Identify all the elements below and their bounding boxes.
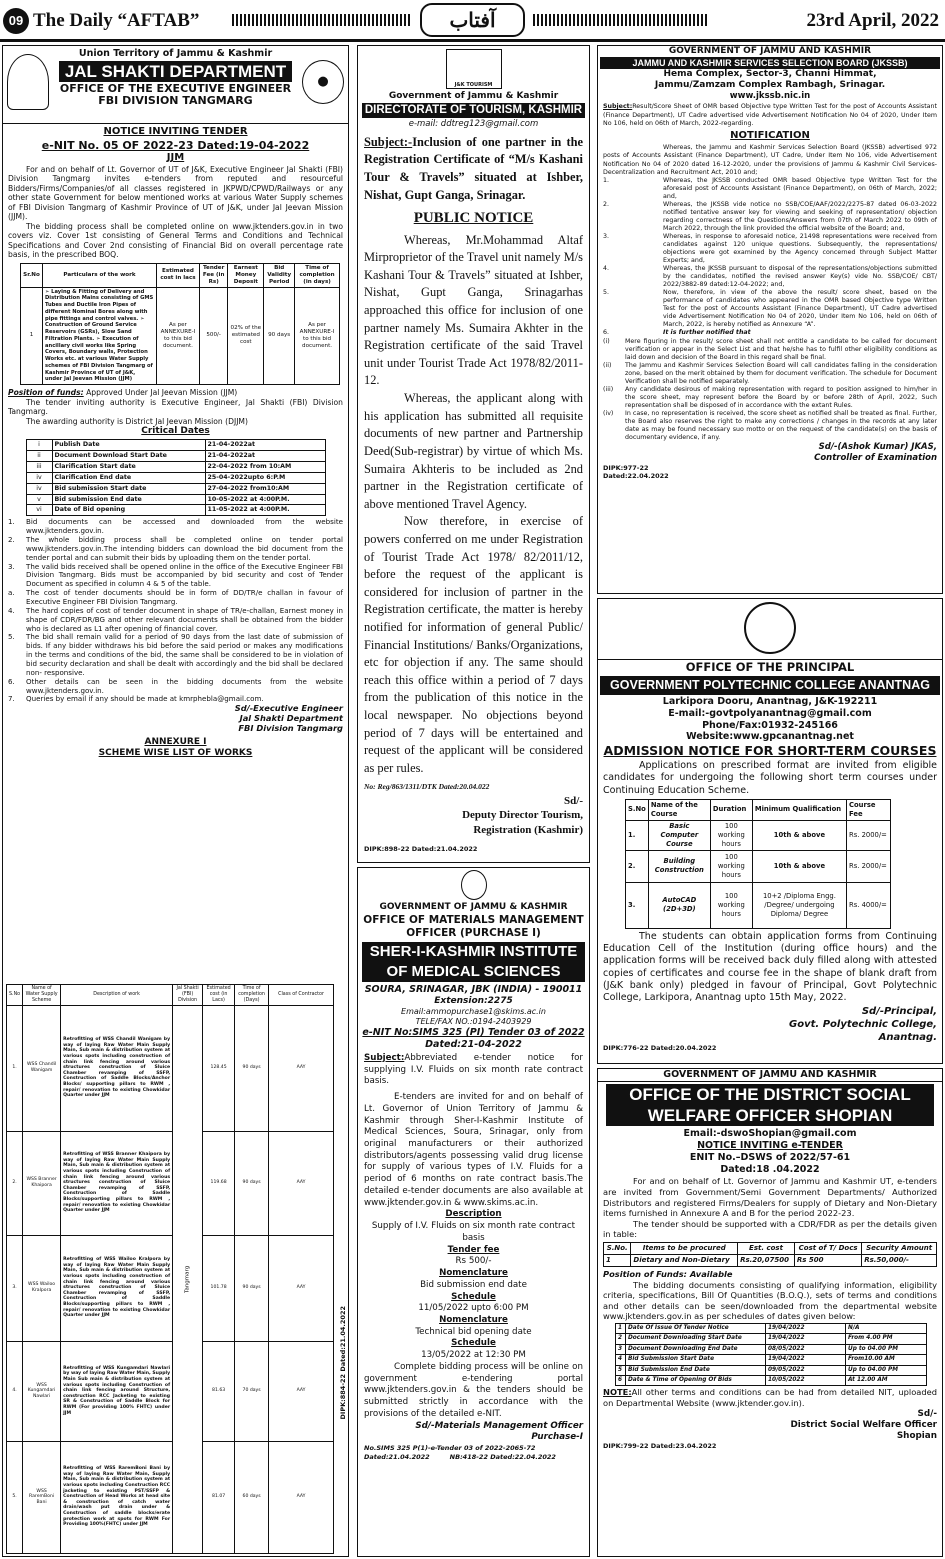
- sw-note: All other terms and conditions can be had from detailed NIT, uploaded on Departmental Website (www.jktender.gov.in).: [603, 1387, 937, 1409]
- jk-emblem-icon: [7, 54, 49, 110]
- table-row: 5 Bid Submission End Date 09/05/2022 Up to 04.00 PM: [616, 1365, 927, 1375]
- newspaper-name: The Daily “AFTAB”: [33, 10, 200, 31]
- critical-dates-table: [26, 439, 326, 516]
- sw-dipk: DIPK:799-22 Dated:23.04.2022: [603, 1442, 717, 1451]
- jjm-label: JJM: [166, 152, 185, 164]
- jk-tourism-logo-icon: J&K TOURISM: [446, 49, 502, 89]
- table-row: i Publish Date 21-04-2022at: [26, 440, 325, 451]
- poly-email: E-mail:-govtpolyanantnag@gmail.com: [668, 707, 872, 719]
- skims-ref: No.SIMS 325 P(1)-e-Tender 03 of 2022-2065-72: [364, 1444, 536, 1453]
- social-welfare-notice: GOVERNMENT OF JAMMU AND KASHMIR OFFICE OF THE DISTRICT SOCIAL WELFARE OFFICER SHOPIAN Email:-dswoShopian@gmail.com NOTICE INVITING e-TENDER ENIT No.–DSWS of 2022/57-61 Dated:18 .04.2022 For and on behalf of Lt. Governor of Jammu and Kashmir UT, e-tenders are invited from Government/Semi Government Departments/ Authorized Distributors and registered Firms/Dealers for supply of Dietary and Non-Dietary items furnished in Annexure A and B for the period 2022-23. The tender should be supported with a CDR/FDR as per the details given in table: S.No. Items to be procured Est. cost Cost of T/ Docs Security Amount 1 Dietary and Non-Dietary Rs.20,07500 Rs 500 Rs.50,000/- Position of Funds: Available The bidding documents consisting of qualifying information, eligibility criteria, specifications, Bill Of Quantities (B.O.Q.), sets of terms and conditions and other details can be seen/downloaded from the departmental website www.jktenders.gov.in as per schedules of dates given below: 1 Date Of Issue Of Tender Notice 19/04/2022 N/A 2 Document Downloading Start Date 19/04/2022 From 4.00 PM 3 Document Downloading End Date 08/05/2022 Up to 04.00 PM 4 Bid Submission Start Date 19/04/2022 From10.00 AM 5 Bid Submission End Date 09/05/2022 Up to 04.00 PM 6 Date & Time of Opening Of Bids 10/05/2022 At 12.00 AM NOTE:All other terms and conditions can be had from detailed NIT, uploaded on Departmental Website (www.jktender.gov.in). Sd/- District Social Welfare Officer Shopian DIPK:799-22 Dated:23.04.2022: [597, 1068, 943, 1557]
- skims-address: SOURA, SRINAGAR, JBK (INDIA) - 190011: [364, 983, 583, 995]
- annexure-title: ANNEXURE I: [144, 737, 207, 748]
- jkssb-notice: GOVERNMENT OF JAMMU AND KASHMIR JAMMU AND KASHMIR SERVICES SELECTION BOARD (JKSSB) Hema Complex, Sector-3, Channi Himmat, Jammu/Zamzam Complex Rambagh, Srinagar. www.jkssb.nic.in Subject:Result/Score Sheet of OMR based Objective type Written Test for the post of Accounts Assistant (Finance Department), UT Cadre advertised vide Advertisement Notification No 04 of 2020, Under Item No 106, held on 06th of March, 2022-regarding. NOTIFICATION Whereas, the Jammu and Kashmir Services Selection Board (JKSSB) advertised 972 posts of Accounts Assistant (Finance Department), UT Cadre, Under Item No 106, vide Advertisement Notification No 04 of 2020 dated 16-12-2020, under the provisions of Jammu & Kashmir Civil Services-Decentralization and Recruitment Act, 2010 and; 1. Whereas, the JKSSB conducted OMR based Objective type Written Test for the aforesaid post of Accounts Assistant (Finance Department), on 06th of March, 2022; and, 2. Whereas, the JKSSB vide notice no SSB/COE/AAF/2022/2275-87 dated 06-03-2022 notified tentative answer key for viewing and seeking of representation/ objection regarding correctness of the Questions/Answers from 07th of March 2022 to 09th of March 2022, through the link provided the official website of the Board; and, 3. Whereas, in response to aforesaid notice, 21498 representations were received from candidates against 120 unique questions. Subsequently, the representations/ objections were got examined by the Agency concerned through Subject Matter Experts; and, 4. Whereas, the JKSSB pursuant to disposal of the representations/objections submitted by the candidates, notified the revised answer Key(s) vide No. SSB/COE/ CBT/ 2022/3882-89 dated:12-04-2022; and, 5. Now, therefore, in view of the above the result/ score sheet, based on the performance of candidates who appeared in the OMR based Objective type Written Test for the post of Accounts Assistant (Finance Department), UT Cadre advertised vide Advertisement Notification No 04 of 2020, Under Item No 106, held on 06th of March, 2022, is hereby notified as Annexure “A”. 6. It is further notified that (i) Mere figuring in the result/ score sheet shall not entitle a candidate to be called for document verification or appear in the Select List and that he/she has to fulfil other eligibility conditions as laid down and decision of the Board in this regard shall be final. (ii) The Jammu and Kashmir Services Selection Board will call candidates falling in the consideration zone, based on the merit obtained by them for document verification. The schedule for Document Verification shall be notified separately. (iii) Any candidate desirous of making representation with regard to position assigned to him/her in the score sheet, may represent before the Board by or before 28th of April, 2022, Such representation shall be disposed of in accordance with the extant Rules. (iv) In case, no representation is received, the score sheet as notified shall be treated as final. Further, the Board also reserves the right to make any corrections / changes in the records at any later date as may be found necessary suo motto or on the request of the candidate(s) on the basis of documentary evidence, if any. Sd/-(Ashok Kumar) JKAS, Controller of Examination DIPK:977-22 Dated:22.04.2022: [597, 45, 943, 594]
- funds-value: Approved Under Jal Jeevan Mission (JJM): [86, 388, 238, 398]
- jkssb-para-4: Whereas, in response to aforesaid notice, 21498 representations were received from candidates against 120 unique questions. Subsequently, the representations/ objections were got examined by the Agency concerned through Subject Matter Experts; and,: [663, 232, 937, 265]
- skims-office: OFFICE OF MATERIALS MANAGEMENT OFFICER (PURCHASE I): [363, 913, 584, 939]
- jkssb-para-2: Whereas, the JKSSB conducted OMR based Objective type Written Test for the aforesaid post of Accounts Assistant (Finance Department), on 06th of March, 2022; and,: [663, 176, 937, 200]
- skims-subject-label: Subject:: [364, 1052, 405, 1063]
- jal-dipk: DIPK:884-22 Dated:21.04.2022: [338, 1306, 347, 1420]
- poly-website: Website:www.gpcanantnag.net: [686, 731, 854, 743]
- poly-office: OFFICE OF THE PRINCIPAL: [598, 659, 942, 674]
- jal-tender-table: Sr.No Particulars of the work Estimated cost in lacs Tender Fee (in Rs) Earnest Money Deposit Bid Validity Period Time of completion (in days) 1 ➢ Laying & Fitting of Delivery and Distribution Mains consisting of GMS Tubes and Ductile Iron Pipes of different Nominal Bores along with pipe fittings and control valves. ➢ Construction of Ground Service Reservoirs (GSRs), Slow Sand Filtration Plants. ➢ Execution of ancillary civil works like Spring Covers, Boundary walls, Protection Works etc. at various Water Supply schemes of FBI Division Tangmarg of Kashmir Province of UT of J&K, under Jal Jeevan Mission (JJM) As per ANNEXURE-I to this bid document. 500/- 02% of the estimated cost 90 days As per ANNEXURE-I to this bid document.: [20, 263, 340, 385]
- table-row: 1 Dietary and Non-Dietary Rs.20,07500 Rs 500 Rs.50,000/-: [604, 1254, 937, 1266]
- sw-dated: Dated:18 .04.2022: [720, 1163, 820, 1175]
- nit-heading: NOTICE INVITING TENDER: [103, 126, 248, 137]
- poly-address: Larkipora Dooru, Anantnag, J&K-192211: [662, 695, 878, 707]
- table-row: 2 Document Downloading Start Date 19/04/2022 From 4.00 PM: [616, 1334, 927, 1344]
- jkssb-website: www.jkssb.nic.in: [729, 90, 811, 101]
- skims-email: Email:ammopurchase1@skims.ac.in: [401, 1007, 546, 1017]
- poly-college: GOVERNMENT POLYTECHNIC COLLEGE ANANTNAG: [600, 676, 940, 695]
- annexure-table: S.No Name of Water Supply Scheme Description of work Jal Shakti (FBI) Division Estimated cost (in Lacs) Time of completion (Days) Class of Contractor 1. WSS Chandil Wanigam Retrofitting of WSS Chandil Wanigam by way of laying Raw Water Main Supply Main, Sub main & distribution system at various spots including construction of chain link fencing around various structures construction of Sluice Chamber revamping of SSFP, Construction of Saddle Blocks/Anchor Blocks/ supporting pillars to RWM , repair/ renovation to existing Chowkidar Quarter under JJM Tangmarg 128.45 90 days AAY 2. WSS Branner Khaipora Retrofitting of WSS Branner Khaipora by way of laying Raw Water Main Supply Main, Sub main & distribution system at various spots including Construction of chain link fencing around various structures construction of Sluice Chamber revamping of SSFP, Construction of Saddle Blocks/supporting pillars to RWM , repair/ renovation to existing Chowkidar Quarter under JJM 119.68 90 days AAY 3. WSS Wailoo Kralpora Retrofitting of WSS Wailoo Kralpora by way of laying Raw Water Main Supply Main, Sub main & distribution system at various spots including construction of chain link fencing around various structures construction of Sluice Chamber revamping of SSFP, Construction of Saddle Blocks/supporting pillars to RWM , repair/ renovation to existing Chowkidar Quarter under JJM 101.78 90 days AAY 4. WSS Kungamdari Nawlari Retrofitting of WSS Kungamdari Nawlari by way of laying Raw Water Main, Supply Main Sub main & distribution system at various spots including Construction of chain link fencing around Structure, construction RCC Jacketing to existing SR & Construction of Saddle Block for RWM (For providing 100% FHTC) under JJM 81.63 70 days AAY 5. WSS RaremBoni Bani Retrofitting of WSS RaremBoni Bani by way of laying Raw Water Main, Supply Main, Sub main & distribution system at various spots including Construction RCC jacketing to existing PST/SSFP & Construction of Head Works at head site & construction of catch water drain/wash put drain under & Construction of saddle blocks/erate protection work at spots for RWM For Providing 100%(FHTC) under JJM 81.07 60 days AAY: [6, 984, 334, 1554]
- skims-description: Supply of I.V. Fluids on six month rate contract basis: [371, 1221, 576, 1243]
- funds-label: Position of funds:: [8, 388, 84, 398]
- table-row: 2. Building Construction 100 working hours 10th & above Rs. 2000/=: [626, 850, 891, 882]
- tourism-ref: No: Reg/863/1311/DTK Dated:20.04.022: [364, 781, 490, 791]
- enit-number: e-NIT No. 05 OF 2022-23 Dated:19-04-2022: [41, 138, 310, 152]
- skims-nb: NB:418-22 Dated:22.04.2022: [449, 1452, 556, 1461]
- jkssb-govt: GOVERNMENT OF JAMMU AND KASHMIR: [668, 46, 872, 56]
- ut-heading: Union Territory of Jammu & Kashmir: [78, 48, 273, 59]
- table-row: 1. Basic Computer Course 100 working hours 10th & above Rs. 2000/=: [626, 820, 891, 850]
- jkssb-subject: Result/Score Sheet of OMR based Objective type Written Test for the post of Accounts Assistant (Finance Department), UT Cadre advertised vide Advertisement Notification No 04 of 2020, Under Item No 106, held on 06th of March, 2022-regarding.: [603, 103, 937, 127]
- sw-para-3: The bidding documents consisting of qualifying information, eligibility criteria, specifications, Bill Of Quantities (B.O.Q.), sets of terms and conditions and other details can be seen/downloaded from the departmental website www.jktenders.gov.in as per schedules of dates given below:: [603, 1279, 937, 1322]
- admission-title: ADMISSION NOTICE FOR SHORT-TERM COURSES: [603, 743, 937, 759]
- sw-enit: ENIT No.–DSWS of 2022/57-61: [689, 1151, 851, 1163]
- table-row: iv Bid submission Start date 27-04-2022 from10:AM: [26, 483, 325, 494]
- tourism-para-1: Whereas, Mr.Mohammad Altaf Mirproprietor of the Travel unit namely M/s Kashani Tour & Travels” situated at Ishber, Nishat, Gupt Ganga, Srinagarhas approached this office for inclusion of one partner namely Ms. Sumaira Akhter in the Registration certificate of the said Travel unit under Tourist Trade Act 1978/82/2011-12.: [364, 232, 583, 388]
- skims-tel: TELE/FAX NO.:0194-2403929: [415, 1017, 532, 1027]
- skims-signature: Sd/-Materials Management Officer Purchase-I: [415, 1420, 583, 1443]
- skims-submission-date: 11/05/2022 upto 6:00 PM: [418, 1303, 529, 1314]
- jkssb-signature: Sd/-(Ashok Kumar) JKAS, Controller of Examination: [814, 442, 937, 464]
- jkssb-address: Hema Complex, Sector-3, Channi Himmat, Jammu/Zamzam Complex Rambagh, Srinagar.: [654, 69, 886, 91]
- jal-signature: Sd/-Executive Engineer Jal Shakti Department FBI Division Tangmarg: [234, 703, 343, 734]
- newspaper-logo: آفتاب: [420, 3, 525, 37]
- issue-date: 23rd April, 2022: [806, 10, 939, 31]
- sw-dates-table: [615, 1323, 927, 1386]
- tourism-notice: [357, 45, 590, 863]
- table-row: iv Clarification End date 25-04-2022upto 6:P.M: [26, 472, 325, 483]
- annexure-subtitle: SCHEME WISE LIST OF WORKS: [98, 748, 253, 759]
- sw-para-1: For and on behalf of Lt. Governor of Jammu and Kashmir UT, e-tenders are invited from Government/Semi Government Departments/ Authorized Distributors and registered Firms/Dealers for supply of Dietary and Non-Dietary items furnished in Annexure A and B for the period 2022-23.: [603, 1176, 937, 1219]
- jal-shakti-notice: [2, 45, 349, 1557]
- skims-tender-fee: Rs 500/-: [455, 1256, 492, 1267]
- table-row: 5. WSS RaremBoni Bani Retrofitting of WSS RaremBoni Bani by way of laying Raw Water Main, Supply Main, Sub main & distribution system at various spots including Construction RCC jacketing to existing PST/SSFP & Construction of Head Works at head site & construction of catch water drain/wash put drain under & Construction of saddle blocks/erate protection work at spots for RWM For Providing 100%(FHTC) under JJM 81.07 60 days AAY: [7, 1441, 334, 1553]
- sw-funds: Position of Funds: Available: [603, 1268, 733, 1279]
- skims-notice: GOVERNMENT OF JAMMU & KASHMIR OFFICE OF MATERIALS MANAGEMENT OFFICER (PURCHASE I) SHER-I-KASHMIR INSTITUTE OF MEDICAL SCIENCES SOURA, SRINAGAR, JBK (INDIA) - 190011 Extension:2275 Email:ammopurchase1@skims.ac.in TELE/FAX NO.:0194-2403929 e-NIT No:SIMS 325 (PI) Tender 03 of 2022 Dated:21-04-2022 Subject:Abbreviated e-tender notice for supplying I.V. Fluids on six month rate contract basis. E-tenders are invited for and on behalf of Lt. Governor of Union Territory of Jammu & Kashmir through Sher-I-Kashmir Institute of Medical Sciences, Soura, Srinagar, only from original manufacturers or their authorized distributors/agents possessing valid drug license for supply of various types of I.V. Fluids for a period of 6 months on rate contract basis.The detailed e-tender documents are also available at www.jktender.gov.in & www.skims.ac.in. Description Supply of I.V. Fluids on six month rate contract basis Tender fee Rs 500/- Nomenclature Bid submission end date Schedule 11/05/2022 upto 6:00 PM Nomenclature Technical bid opening date Schedule 13/05/2022 at 12:30 PM Complete bidding process will be online on government e-tendering portal www.jktenders.gov.in & the tenders should be submitted strictly in accordance with the provisions of the detailed e-NIT. Sd/-Materials Management Officer Purchase-I No.SIMS 325 P(1)-e-Tender 03 of 2022-2065-72 Dated:21.04.2022 NB:418-22 Dated:22.04.2022: [357, 867, 590, 1557]
- table-row: iii Clarification Start date 22-04-2022 from 10:AM: [26, 461, 325, 472]
- poly-signature: Sd/-Principal, Govt. Polytechnic College, Anantnag.: [789, 1005, 937, 1043]
- page-number: 09: [3, 8, 29, 34]
- table-row: 1. WSS Chandil Wanigam Retrofitting of WSS Chandil Wanigam by way of laying Raw Water Main Supply Main, Sub main & distribution system at various spots including construction of chain link fencing around various structures construction of Sluice Chamber revamping of SSFP, Construction of Saddle Blocks/Anchor Blocks/ supporting pillars to RWM , repair/ renovation to existing Chowkidar Quarter under JJM Tangmarg 128.45 90 days AAY: [7, 1005, 334, 1131]
- poly-para-1: Applications on prescribed format are invited from eligible candidates for undergoing the following short term courses under Continuing Education Scheme.: [603, 759, 937, 796]
- skims-para-1: E-tenders are invited for and on behalf of Lt. Governor of Union Territory of Jammu & Kashmir through Sher-I-Kashmir Institute of Medical Sciences, Soura, Srinagar, only from original manufacturers or their authorized distributors/agents possessing valid drug license for supply of various types of I.V. Fluids for a period of 6 months on rate contract basis.The detailed e-tender documents are also available at www.jktender.gov.in & www.skims.ac.in.: [364, 1092, 583, 1208]
- sw-signature: Sd/- District Social Welfare Officer Shopian: [790, 1408, 937, 1442]
- sw-govt: GOVERNMENT OF JAMMU AND KASHMIR: [598, 1069, 942, 1082]
- skims-institute: SHER-I-KASHMIR INSTITUTE OF MEDICAL SCIENCES: [362, 942, 585, 982]
- table-row: 3. AutoCAD (2D+3D) 100 working hours 10+2 /Diploma Engg. /Degree/ undergoing Diploma/ Degree Rs. 4000/=: [626, 882, 891, 928]
- table-row: 3 Document Downloading End Date 08/05/2022 Up to 04.00 PM: [616, 1344, 927, 1354]
- sw-email: Email:-dswoShopian@gmail.com: [683, 1127, 857, 1139]
- table-row: ii Document Download Start Date 21-04-2022at: [26, 451, 325, 462]
- table-row: 4 Bid Submission Start Date 19/04/2022 From10.00 AM: [616, 1355, 927, 1365]
- polytechnic-notice: [597, 598, 943, 1064]
- jal-para-3: The tender inviting authority is Executive Engineer, Jal Shakti (FBI) Division Tangmarg.: [8, 397, 343, 417]
- table-row: vi Date of Bid opening 11-05-2022 at 4:00P.M.: [26, 505, 325, 516]
- sw-nit: NOTICE INVITING e-TENDER: [697, 1139, 843, 1151]
- tourism-dipk: DIPK:898-22 Dated:21.04.2022: [364, 845, 478, 854]
- tourism-govt: Government of Jammu & Kashmir: [388, 91, 559, 101]
- skims-subject: Abbreviated e-tender notice for supplying I.V. Fluids on six month rate contract basis.: [364, 1052, 583, 1087]
- skims-extension: Extension:2275: [434, 995, 513, 1006]
- critical-dates-title: Critical Dates: [141, 425, 210, 436]
- skims-enit: e-NIT No:SIMS 325 (PI) Tender 03 of 2022: [362, 1027, 585, 1039]
- sw-office: OFFICE OF THE DISTRICT SOCIAL WELFARE OFFICER SHOPIAN: [606, 1084, 934, 1126]
- poly-para-2: The students can obtain application forms from Continuing Education Cell of the Institution (during office hours) and the application forms will be received back duly filled along with attested copies of certificates and course fee in the shape of blank draft from (J&K bank only) pledged in favour of Principal, Govt Polytechnic College, Larkipora, Anantnag upto 15th May, 2022.: [603, 930, 937, 1004]
- jal-para-2: The bidding process shall be completed online on www.jktenders.gov.in in two covers viz. Cover 1st consisting of General Terms and Conditions and Technical Specifications and Cover 2nd consisting of Financial Bid on overall percentage rate basis, in the prescribed BOQ.: [8, 221, 343, 260]
- jkssb-dipk: DIPK:977-22 Dated:22.04.2022: [603, 463, 669, 481]
- jkssb-para-1: Whereas, the Jammu and Kashmir Services Selection Board (JKSSB) advertised 972 posts of Accounts Assistant (Finance Department), UT Cadre, Under Item No 106, vide Advertisement Notification No 04 of 2020 dated 16-12-2020, under the provisions of Jammu & Kashmir Civil Services-Decentralization and Recruitment Act, 2010 and;: [603, 144, 937, 176]
- jal-para-4: The awarding authority is District Jal Jeevan Mission (DJJM): [26, 416, 248, 426]
- tourism-subject: Inclusion of one partner in the Registration Certificate of “M/s Kashani Tour & Travels” situated at Ishber, Nishat, Gupt Ganga, Srinagar.: [364, 134, 583, 202]
- table-row: 1 Date Of Issue Of Tender Notice 19/04/2022 N/A: [616, 1323, 927, 1333]
- table-row: 4. WSS Kungamdari Nawlari Retrofitting of WSS Kungamdari Nawlari by way of laying Raw Water Main, Supply Main Sub main & distribution system at various spots including Construction of chain link fencing around Structure, construction RCC Jacketing to existing SR & Construction of Saddle Block for RWM (For providing 100% FHTC) under JJM 81.63 70 days AAY: [7, 1341, 334, 1441]
- public-notice-title: PUBLIC NOTICE: [413, 210, 534, 227]
- jkssb-para-3: Whereas, the JKSSB vide notice no SSB/COE/AAF/2022/2275-87 dated 06-03-2022 notified tentative answer key for viewing and seeking of representation/ objection regarding correctness of the Questions/Answers from 07th of March 2022 to 09th of March 2022, through the link provided the official website of the Board; and,: [663, 200, 937, 232]
- table-row: 1 ➢ Laying & Fitting of Delivery and Distribution Mains consisting of GMS Tubes and Ductile Iron Pipes of different Nominal Bores along with pipe fittings and control valves. ➢ Construction of Ground Service Reservoirs (GSRs), Slow Sand Filtration Plants. ➢ Execution of ancillary civil works like Spring Covers, Boundary walls, Protection Works etc. at various Water Supply schemes of FBI Division Tangmarg of Kashmir Province of UT of J&K, under Jal Jeevan Mission (JJM) As per ANNEXURE-I to this bid document. 500/- 02% of the estimated cost 90 days As per ANNEXURE-I to this bid document.: [21, 287, 340, 385]
- sw-cost-table: S.No. Items to be procured Est. cost Cost of T/ Docs Security Amount 1 Dietary and Non-Dietary Rs.20,07500 Rs 500 Rs.50,000/-: [603, 1242, 937, 1267]
- masthead-rule-right: [533, 14, 708, 26]
- poly-phone: Phone/Fax:01932-245166: [702, 719, 838, 731]
- poly-dipk: DIPK:776-22 Dated:20.04.2022: [603, 1043, 717, 1052]
- jal-conditions-list: 1. Bid documents can be accessed and downloaded from the website www.jktenders.gov.in. 2. The whole bidding process shall be completed online on tender portal www.jktenders.gov.in.The intending bidders can download the bid document from the tender portal and can submit their bids by uploading them on the tender portal. 3. The valid bids received shall be opened online in the office of the Executive Engineer FBI Division Tangmarg. Bids must be accompanied by bid security and cost of Tender Document as specified in column 4 & 5 of the table. a. The cost of tender documents should be in form of DD/TR/e challan in favour of Executive Engineer FBI Division Tangmarg. 4. The hard copies of cost of tender document in shape of TR/e-challan, Earnest money in shape of CDR/FDR/BG and other relevant documents shall be obtained from the bidder who is declared as L1 after opening of financial cover. 5. The bid shall remain valid for a period of 90 days from the last date of submission of bids. If any bidder withdraws his bid before the said period or makes any modifications in the terms and conditions of the bid, the same shall be considered to be in violation of bid security declaration and shall be dealt with accordingly and the bid shall be declared non- responsive. 6. Other details can be seen in the bidding documents from the website www.jktenders.gov.in. 7. Queries by email if any should be made at kmrphebla@gmail.com.: [8, 517, 343, 704]
- table-row: 3. WSS Wailoo Kralpora Retrofitting of WSS Wailoo Kralpora by way of laying Raw Water Main Supply Main, Sub main & distribution system at various spots including construction of chain link fencing around various structures construction of Sluice Chamber revamping of SSFP, Construction of Saddle Blocks/supporting pillars to RWM , repair/ renovation to existing Chowkidar Quarter under JJM 101.78 90 days AAY: [7, 1235, 334, 1341]
- division-line: FBI DIVISION TANGMARG: [98, 93, 253, 107]
- masthead-rule-left: [232, 14, 412, 26]
- tourism-signature: Sd/- Deputy Director Tourism, Registration (Kashmir): [462, 795, 583, 836]
- office-line: OFFICE OF THE EXECUTIVE ENGINEER: [59, 81, 292, 95]
- skims-govt: GOVERNMENT OF JAMMU & KASHMIR: [379, 902, 568, 913]
- college-emblem-icon: [744, 602, 796, 654]
- notification-title: NOTIFICATION: [730, 129, 810, 141]
- masthead: [0, 0, 945, 42]
- jkssb-board: JAMMU AND KASHMIR SERVICES SELECTION BOARD (JKSSB): [600, 57, 940, 69]
- sw-para-2: The tender should be supported with a CDR/FDR as per the details given in table:: [603, 1218, 937, 1240]
- table-row: 2. WSS Branner Khaipora Retrofitting of WSS Branner Khaipora by way of laying Raw Water Main Supply Main, Sub main & distribution system at various spots including Construction of chain link fencing around various structures construction of Sluice Chamber revamping of SSFP, Construction of Saddle Blocks/supporting pillars to RWM , repair/ renovation to existing Chowkidar Quarter under JJM 119.68 90 days AAY: [7, 1131, 334, 1235]
- course-table: S.No Name of the Course Duration Minimum Qualification Course Fee 1. Basic Computer Course 100 working hours 10th & above Rs. 2000/= 2. Building Construction 100 working hours 10th & above Rs. 2000/= 3. AutoCAD (2D+3D) 100 working hours 10+2 /Diploma Engg. /Degree/ undergoing Diploma/ Degree Rs. 4000/=: [625, 799, 891, 929]
- table-row: v Bid submission End date 10-05-2022 at 4:00P.M.: [26, 494, 325, 505]
- skims-para-2: Complete bidding process will be online on government e-tendering portal www.jktenders.gov.in & the tenders should be submitted strictly in accordance with the provisions of the detailed e-NIT.: [364, 1361, 583, 1419]
- jal-para-1: For and on behalf of Lt. Governor of UT of J&K, Executive Engineer Jal Shakti (FBI) Division Tangmarg invites e-tenders from reputed and resourceful Bidders/Firms/Companies/of all classes registered in JKPWD/CPWD/Railways or any other state Government for below mentioned works at various Water Supply schemes of FBI Division Tangmarg of Kashmir Province of UT of J&K, under Jal Jeevan Mission (JJM).: [8, 164, 343, 222]
- jal-shakti-title: JAL SHAKTI DEPARTMENT: [59, 61, 292, 82]
- jkssb-para-5: Whereas, the JKSSB pursuant to disposal of the representations/objections submitted by the candidates, notified the revised answer Key(s) vide No. SSB/COE/ CBT/ 2022/3882-89 dated:12-04-2022; and,: [663, 265, 937, 289]
- jk-emblem-icon: [461, 870, 487, 900]
- jal-shakti-logo-icon: ●: [302, 60, 344, 104]
- tourism-para-2: Whereas, the applicant along with his application has submitted all requisite documents of new partner and Partnership Deed(Sub-registrar) by virtue of which Ms. Sumaira Akhteris to be included as 2nd partner in the Registration certificate of above mentioned Travel Agency.: [364, 391, 583, 511]
- tourism-subject-label: Subject:-: [364, 134, 413, 149]
- jkssb-para-6: Now, therefore, in view of the above the result/ score sheet, based on the performance of candidates who appeared in the OMR based Objective type Written Test for the post of Accounts Assistant (Finance Department), UT Cadre advertised vide Advertisement Notification No 04 of 2020, Under Item No 106, held on 06th of March, 2022, is hereby notified as Annexure “A”.: [663, 289, 937, 329]
- skims-dated: Dated:21-04-2022: [425, 1038, 522, 1050]
- skims-opening-date: 13/05/2022 at 12:30 PM: [421, 1350, 526, 1361]
- tourism-para-3: Now therefore, in exercise of powers conferred on me under Registration of Tourist Trade Act 1978/ 82/2011/12, before the request of the applicant is considered for inclusion of partner in the Registration certificate, the matter is hereby notified for information of general Public/ Financial Institutions/ Banks/Organizations, etc for objection if any. The same should reach this office within a period of 7 days from the publication of this notice in the local newspaper. No objections beyond period of 7 days will be entertained and request of the applicant will be considered as per rules.: [364, 514, 583, 775]
- table-row: 6 Date & Time of Opening Of Bids 10/05/2022 At 12.00 AM: [616, 1376, 927, 1386]
- tourism-dept: DIRECTORATE OF TOURISM, KASHMIR: [362, 103, 585, 118]
- tourism-email: e-mail: ddtreg123@gmail.com: [408, 119, 539, 130]
